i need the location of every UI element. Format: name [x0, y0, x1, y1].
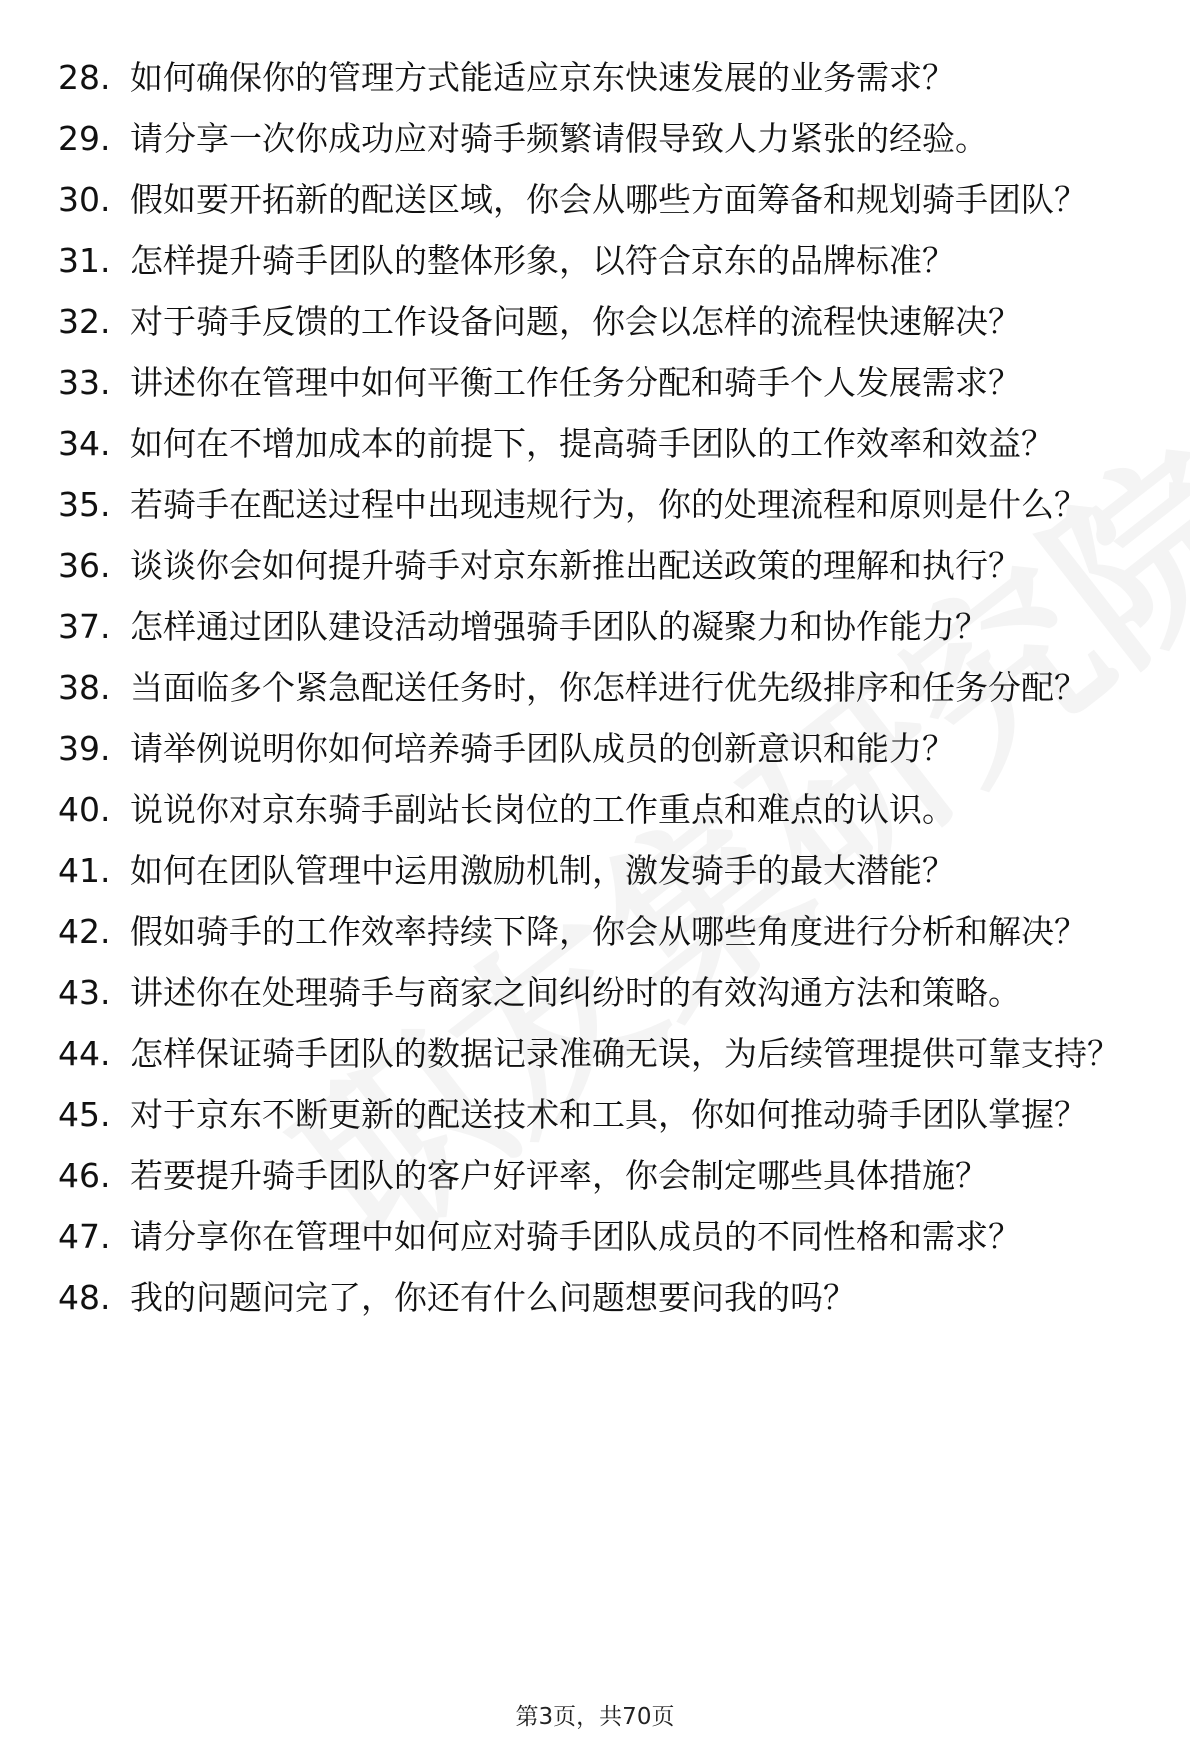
- question-text: 讲述你在处理骑手与商家之间纠纷时的有效沟通方法和策略。: [130, 973, 1021, 1012]
- question-number: 37.: [58, 607, 111, 646]
- question-text: 如何在团队管理中运用激励机制，激发骑手的最大潜能？: [130, 851, 955, 890]
- question-text: 谈谈你会如何提升骑手对京东新推出配送政策的理解和执行？: [130, 546, 1021, 585]
- question-item: [58, 843, 1138, 899]
- question-item: [58, 1026, 1138, 1082]
- question-number: 30.: [58, 180, 111, 219]
- question-text: 如何确保你的管理方式能适应京东快速发展的业务需求？: [130, 58, 955, 97]
- question-text: 假如要开拓新的配送区域，你会从哪些方面筹备和规划骑手团队？: [130, 180, 1087, 219]
- question-text: 请分享一次你成功应对骑手频繁请假导致人力紧张的经验。: [130, 119, 988, 158]
- question-number: 47.: [58, 1217, 111, 1256]
- question-list: [58, 50, 1138, 1331]
- question-text: 请举例说明你如何培养骑手团队成员的创新意识和能力？: [130, 729, 955, 768]
- question-text: 当面临多个紧急配送任务时，你怎样进行优先级排序和任务分配？: [130, 668, 1087, 707]
- page-footer: 第3页，共70页: [515, 1704, 675, 1730]
- question-number: 44.: [58, 1034, 111, 1073]
- question-number: 35.: [58, 485, 111, 524]
- question-item: [58, 1148, 1138, 1204]
- question-item: [58, 111, 1138, 167]
- question-number: 38.: [58, 668, 111, 707]
- question-number: 45.: [58, 1095, 111, 1134]
- question-item: [58, 965, 1138, 1021]
- question-item: [58, 233, 1138, 289]
- question-item: [58, 660, 1138, 716]
- question-number: 41.: [58, 851, 111, 890]
- question-item: [58, 904, 1138, 960]
- question-text: 若要提升骑手团队的客户好评率，你会制定哪些具体措施？: [130, 1156, 988, 1195]
- question-text: 假如骑手的工作效率持续下降，你会从哪些角度进行分析和解决？: [130, 912, 1087, 951]
- question-item: [58, 782, 1138, 838]
- question-item: [58, 1270, 1138, 1326]
- question-text: 对于骑手反馈的工作设备问题，你会以怎样的流程快速解决？: [130, 302, 1021, 341]
- question-text: 请分享你在管理中如何应对骑手团队成员的不同性格和需求？: [130, 1217, 1021, 1256]
- question-item: [58, 721, 1138, 777]
- question-text: 对于京东不断更新的配送技术和工具，你如何推动骑手团队掌握？: [130, 1095, 1087, 1134]
- question-item: [58, 538, 1138, 594]
- question-text: 怎样保证骑手团队的数据记录准确无误，为后续管理提供可靠支持？: [130, 1034, 1120, 1073]
- question-number: 48.: [58, 1278, 111, 1317]
- question-text: 讲述你在管理中如何平衡工作任务分配和骑手个人发展需求？: [130, 363, 1021, 402]
- question-item: [58, 50, 1138, 106]
- question-number: 43.: [58, 973, 111, 1012]
- question-number: 40.: [58, 790, 111, 829]
- question-text: 如何在不增加成本的前提下，提高骑手团队的工作效率和效益？: [130, 424, 1054, 463]
- question-item: [58, 172, 1138, 228]
- question-number: 36.: [58, 546, 111, 585]
- question-number: 29.: [58, 119, 111, 158]
- question-text: 怎样通过团队建设活动增强骑手团队的凝聚力和协作能力？: [130, 607, 988, 646]
- question-text: 怎样提升骑手团队的整体形象，以符合京东的品牌标准？: [130, 241, 955, 280]
- question-number: 33.: [58, 363, 111, 402]
- question-text: 说说你对京东骑手副站长岗位的工作重点和难点的认识。: [130, 790, 955, 829]
- question-item: [58, 477, 1138, 533]
- question-number: 31.: [58, 241, 111, 280]
- question-number: 42.: [58, 912, 111, 951]
- question-item: [58, 355, 1138, 411]
- question-item: [58, 416, 1138, 472]
- question-number: 28.: [58, 58, 111, 97]
- question-item: [58, 294, 1138, 350]
- question-number: 34.: [58, 424, 111, 463]
- question-text: 若骑手在配送过程中出现违规行为，你的处理流程和原则是什么？: [130, 485, 1087, 524]
- question-number: 46.: [58, 1156, 111, 1195]
- question-text: 我的问题问完了，你还有什么问题想要问我的吗？: [130, 1278, 856, 1317]
- question-number: 32.: [58, 302, 111, 341]
- question-item: [58, 1209, 1138, 1265]
- question-number: 39.: [58, 729, 111, 768]
- question-item: [58, 599, 1138, 655]
- question-item: [58, 1087, 1138, 1143]
